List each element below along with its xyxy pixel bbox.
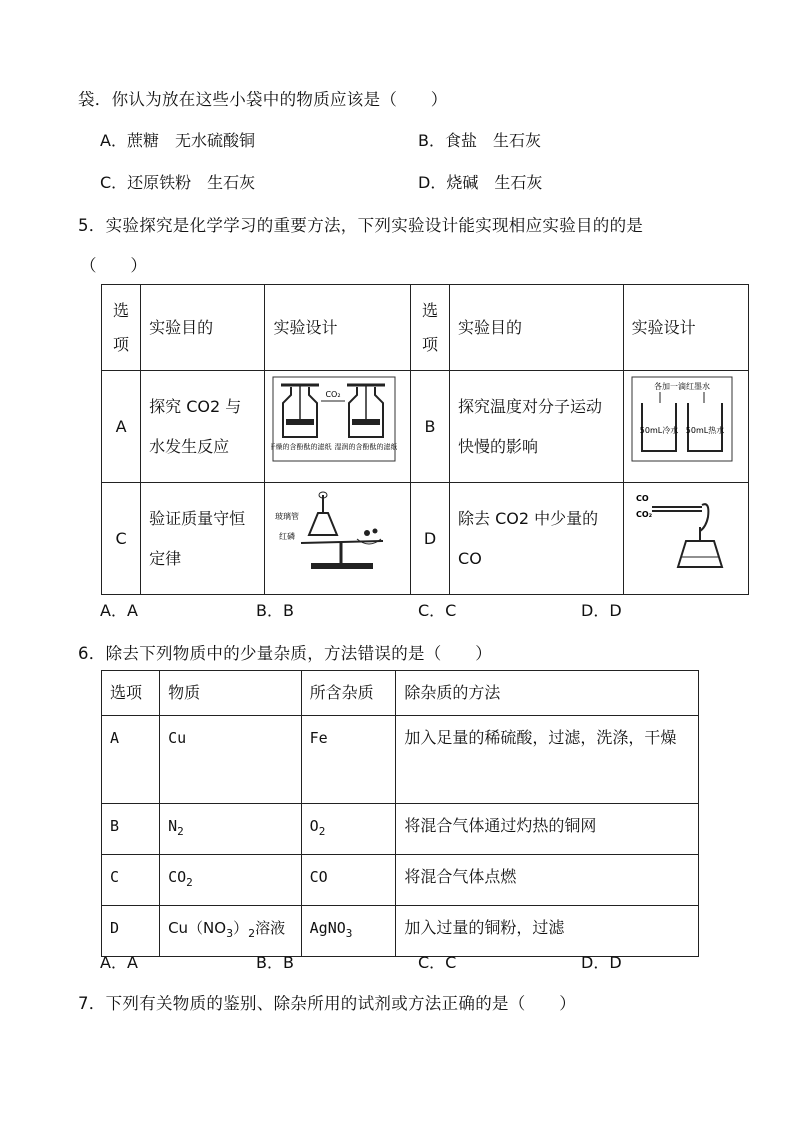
q6-row-c-option: C [102, 855, 160, 906]
q6-answer-b[interactable]: B．B [256, 953, 294, 972]
q5-answer-c[interactable]: C．C [418, 601, 457, 620]
q5-row-c-option: C [102, 483, 141, 595]
q6-row-d-substance: $Cu(NO_3)_2$溶液 [160, 906, 302, 957]
glass-tube-label: 玻璃管 [275, 512, 300, 521]
co2-gas-label: CO₂ [325, 390, 342, 399]
q6-row-b-substance: $N_2$ [160, 804, 302, 855]
q5-table [101, 284, 749, 595]
q6-row-b-option: B [102, 804, 160, 855]
q5-row-b-figure [623, 371, 748, 483]
q5-row-d-figure [623, 483, 748, 595]
q5-stem-paren: （ ） [80, 256, 148, 275]
q6-answer-c[interactable]: C．C [418, 953, 457, 972]
q6-row-a-method: 加入足量的稀硫酸，过滤，洗涤，干燥 [396, 716, 699, 804]
q5-header-design: 实验设计 [265, 285, 410, 371]
q4-option-d[interactable]: D．烧碱 生石灰 [418, 173, 543, 192]
q5-stem: 5．实验探究是化学学习的重要方法，下列实验设计能实现相应实验目的的是 [78, 216, 644, 235]
co2-gas-label-d: CO₂ [635, 510, 652, 519]
hot-water-label: 50mL热水 [685, 426, 724, 435]
q6-header-option: 选项 [102, 671, 160, 716]
q5-answer-d[interactable]: D．D [581, 601, 622, 620]
q5-header-option-2: 选项 [410, 285, 449, 371]
q5-row-b-option: B [410, 371, 449, 483]
q4-option-a[interactable]: A．蔗糖 无水硫酸铜 [100, 131, 255, 150]
co-gas-label: CO [635, 494, 649, 503]
q6-row-c-impurity: CO [301, 855, 396, 906]
dry-paper-label: 干燥的含酚酞的滤纸 [271, 443, 332, 451]
q6-header-method: 除杂质的方法 [396, 671, 699, 716]
q6-row-a-option: A [102, 716, 160, 804]
q5-row-a-figure [265, 371, 410, 483]
red-ink-label: 各加一滴红墨水 [653, 382, 710, 391]
q6-table [101, 670, 699, 957]
q7-stem: 7．下列有关物质的鉴别、除杂所用的试剂或方法正确的是（ ） [78, 994, 576, 1013]
red-phosphorus-label: 红磷 [279, 532, 296, 541]
q6-row-b-method: 将混合气体通过灼热的铜网 [396, 804, 699, 855]
q6-row-d-impurity: AgNO$_3$ [301, 906, 396, 957]
wet-paper-label: 湿润的含酚酞的滤纸 [334, 443, 398, 451]
q5-row-c-figure [265, 483, 410, 595]
ink-diffusion-beakers-figure [630, 375, 734, 463]
q6-row-c-method: 将混合气体点燃 [396, 855, 699, 906]
q6-header-impurity: 所含杂质 [301, 671, 396, 716]
q5-header-option: 选项 [102, 285, 141, 371]
q5-answer-a[interactable]: A．A [100, 601, 138, 620]
q5-row-d-purpose: 除去 CO2 中少量的 CO [450, 483, 624, 595]
q6-row-b-impurity: $O_2$ [301, 804, 396, 855]
q5-header-purpose-2: 实验目的 [450, 285, 624, 371]
q5-row-c-purpose: 验证质量守恒定律 [141, 483, 265, 595]
burner-flame-figure [630, 487, 734, 575]
q6-stem: 6．除去下列物质中的少量杂质，方法错误的是（ ） [78, 644, 492, 663]
q6-row-a-substance: Cu [160, 716, 302, 804]
q5-header-design-2: 实验设计 [623, 285, 748, 371]
q4-stem-tail: 袋．你认为放在这些小袋中的物质应该是（ ） [78, 90, 448, 109]
q6-header-substance: 物质 [160, 671, 302, 716]
q6-answer-a[interactable]: A．A [100, 953, 138, 972]
q5-row-d-option: D [410, 483, 449, 595]
q4-option-c[interactable]: C．还原铁粉 生石灰 [100, 173, 256, 192]
q5-answer-b[interactable]: B．B [256, 601, 294, 620]
q6-row-c-substance: $CO_2$ [160, 855, 302, 906]
co2-water-bottles-figure [271, 375, 397, 463]
q5-row-b-purpose: 探究温度对分子运动快慢的影响 [450, 371, 624, 483]
cold-water-label: 50mL冷水 [639, 426, 678, 435]
q6-row-a-impurity: Fe [301, 716, 396, 804]
q5-header-purpose: 实验目的 [141, 285, 265, 371]
q5-row-a-option: A [102, 371, 141, 483]
q6-answer-d[interactable]: D．D [581, 953, 622, 972]
q6-row-d-method: 加入过量的铜粉，过滤 [396, 906, 699, 957]
balance-flask-figure [271, 487, 397, 575]
q4-option-b[interactable]: B．食盐 生石灰 [418, 131, 541, 150]
q5-row-a-purpose: 探究 CO2 与水发生反应 [141, 371, 265, 483]
q6-row-d-option: D [102, 906, 160, 957]
